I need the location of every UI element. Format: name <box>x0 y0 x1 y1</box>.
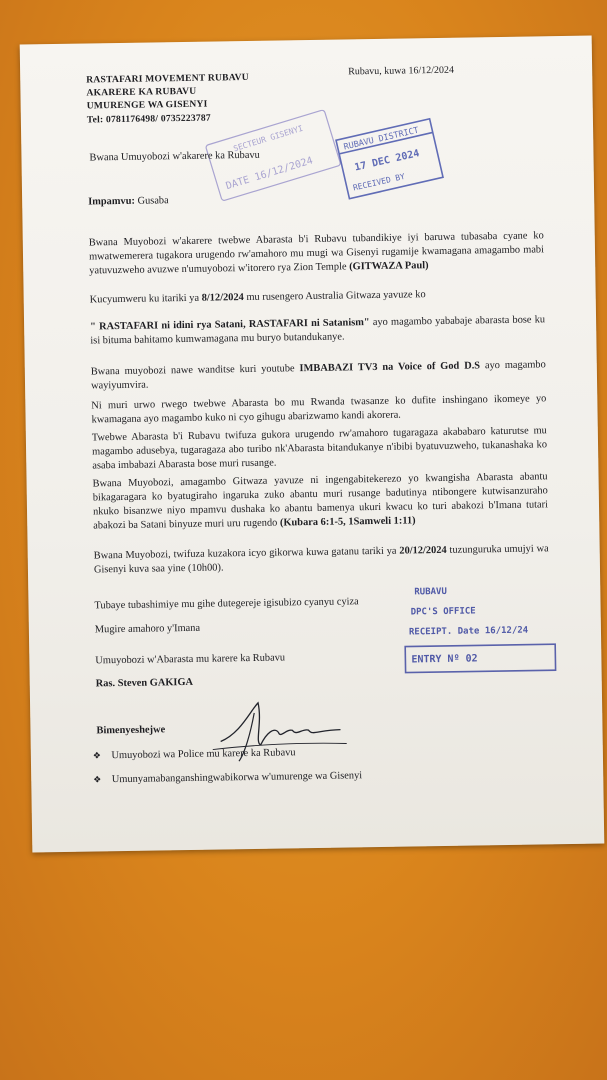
paragraph-1 <box>89 229 545 278</box>
place-date: Rubavu, kuwa 16/12/2024 <box>348 64 455 78</box>
secteur-stamp-title: SECTEUR GISENYI <box>232 123 305 154</box>
p2-date: 8/12/2024 <box>201 292 244 304</box>
p1-text: Bwana Muyobozi w'akarere twebwe Abarasta b'i Rubavu tubandikiye iyi baruwa tubasaba cyane ko mwatwemerera tugakora urugendo rw'amahoro mu mugi wa Gisenyi rugamije kwamagana amagambo mabi yatuvuzweho avuzwe n'umuyobozi w'itorero rya Zion Temple <box>88 230 545 277</box>
org-sector: UMURENGE WA GISENYI <box>86 99 208 112</box>
subject-line <box>88 194 169 209</box>
p8-text-b: tuzunguruka umujyi wa Gisenyi kuva saa yine (10h00). <box>93 543 549 576</box>
subject-label: Impamvu: <box>88 195 136 208</box>
p8-date: 20/12/2024 <box>399 544 447 557</box>
cc-item-2-text: Umunyamabanganshingwabikorwa w'umurenge wa Gisenyi <box>111 770 363 786</box>
bullet-icon: ❖ <box>93 774 102 785</box>
police-stamp-line3: RECEIPT. Date 16/12/24 <box>408 625 529 638</box>
p4-bold: IMBABAZI TV3 na Voice of God D.S <box>299 360 481 375</box>
p7-text: Bwana Muyobozi, amagambo Gitwaza yavuze ni ingengabitekerezo yo kwangisha Abarasta abantu bikagaragara ko byatugiraho ingaruka zuko abantu muri rusange badutinya ntibongere kutwisanzuraho nkuko bisanzwe niyo mpamvu dushaka ko abantu bamenya ukuri kwacu ko turi abakozi b'Imana tutari abakozi ba Satani binyuze muri uru rugendo <box>92 471 549 532</box>
closing-thanks: Tubaye tubashimiye mu gihe dutegereje igisubizo cyanyu cyiza <box>94 596 359 612</box>
paragraph-8 <box>94 542 549 577</box>
p3-text: ayo magambo yababaje abarasta bose ku isi bituma bahitamo kumwamagana mu buryo butandukanye. <box>90 314 546 347</box>
p3-quote: " RASTAFARI ni idini rya Satani, RASTAFARI ni Satanism" <box>90 317 370 333</box>
p8-text-a: Bwana Muyobozi, twifuza kuzakora icyo gikorwa kuwa gatanu tariki ya <box>93 545 397 562</box>
cc-item-2 <box>93 768 362 787</box>
district-stamp-date: 17 DEC 2024 <box>353 148 421 174</box>
cc-item-1-text: Umuyobozi wa Police mu karere ka Rubavu <box>111 747 296 762</box>
letter-paper <box>20 36 605 853</box>
police-stamp <box>400 578 582 691</box>
p2-text-b: mu rusengero Australia Gitwaza yavuze ko <box>246 289 426 304</box>
org-name: RASTAFARI MOVEMENT RUBAVU <box>86 71 249 86</box>
district-stamp-title: RUBAVU DISTRICT <box>342 125 420 153</box>
signer-name: Ras. Steven GAKIGA <box>95 676 194 690</box>
paragraph-5: Ni muri urwo rwego twebwe Abarasta bo mu Rwanda twasanze ko dufite inshingano ikomeye yo kwamagana ayo magambo kuko ni cyo gihugu abarizwamo kandi akorera. <box>91 393 547 426</box>
cc-item-1 <box>93 745 296 763</box>
recipient-line: Bwana Umuyobozi w'akarere ka Rubavu <box>89 149 260 164</box>
paragraph-3 <box>90 313 545 348</box>
police-stamp-line1: RUBAVU <box>414 586 447 598</box>
p1-bold: (GITWAZA Paul) <box>349 260 429 273</box>
p2-text-a: Kucyumweru ku itariki ya <box>89 292 200 306</box>
secteur-stamp-date: DATE 16/12/2024 <box>224 155 315 193</box>
p4-text-a: Bwana muyobozi nawe wanditse kuri youtube <box>90 363 295 378</box>
p4-text-b: ayo magambo wayiyumvira. <box>90 359 546 392</box>
police-stamp-line2: DPC'S OFFICE <box>410 606 476 618</box>
bullet-icon: ❖ <box>92 750 102 761</box>
paragraph-4 <box>91 358 546 393</box>
subject-value: Gusaba <box>137 195 169 207</box>
district-stamp-received: RECEIVED BY <box>352 171 406 193</box>
paragraph-7 <box>92 470 548 533</box>
police-stamp-line4: ENTRY Nº 02 <box>411 653 478 666</box>
district-stamp <box>333 116 446 202</box>
cc-label: Bimenyeshejwe <box>96 724 166 737</box>
paragraph-2 <box>90 286 545 307</box>
closing-title: Umuyobozi w'Abarasta mu karere ka Rubavu <box>95 652 286 667</box>
paragraph-6: Twebwe Abarasta b'i Rubavu twifuza gukora urugendo rw'amahoro tugaragaza akababaro katurutse mu magambo adusebya, tugaragaza abo turibo nk'Abarasta bitandukanye n'ibibi byatuvuzweho, tukanashaka ko asaba imbabazi Abarasta bose muri rusange. <box>91 425 548 472</box>
p7-bold: (Kubara 6:1-5, 1Samweli 1:11) <box>279 515 416 529</box>
closing-peace: Mugire amahoro y'Imana <box>94 622 201 636</box>
org-district: AKARERE KA RUBAVU <box>86 85 197 99</box>
org-phone: Tel: 0781176498/ 0735223787 <box>86 112 211 126</box>
